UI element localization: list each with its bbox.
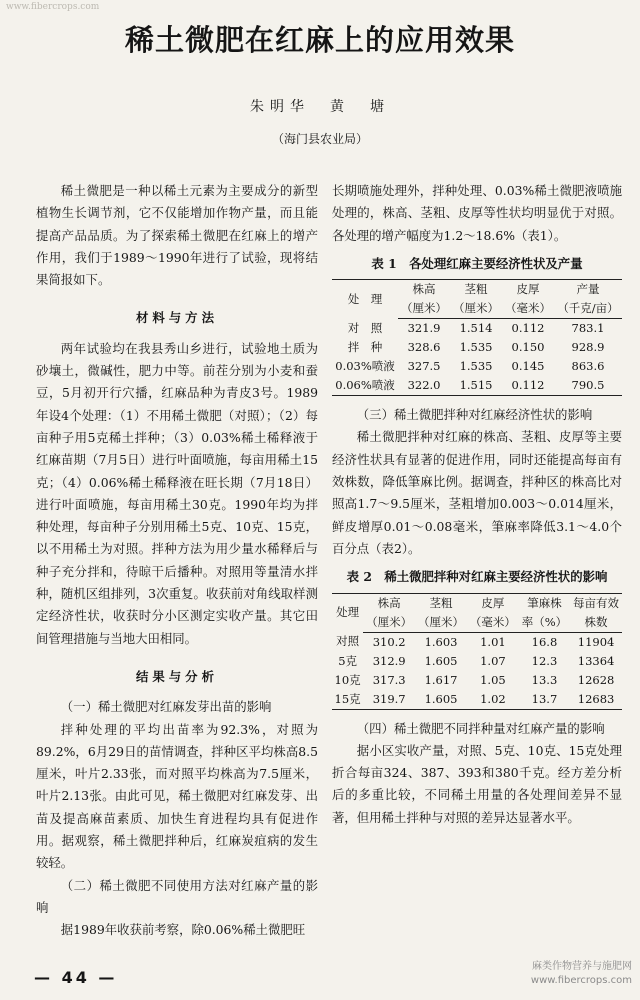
table-cell: 0.145 (511, 359, 545, 374)
article-authors: 朱明华 黄 塘 (250, 99, 390, 115)
subsection-1-text: 拌种处理的平均出苗率为92.3%，对照为89.2%，6月29日的苗情调查，拌种区平均株高8.5厘米，叶片2.33张，而对照平均株高为7.5厘米，叶片2.13张。由此可见，稀土微肥对红麻发芽、出苗及提高麻苗素质、加快生育进程均具有促进作用。据观察，稀土微肥拌种后，红麻炭疽病的发生较轻。 (36, 721, 318, 871)
table-2-header: 处理 (332, 593, 363, 632)
subsection-4-text: 据小区实收产量，对照、5克、10克、15克处理折合每亩324、387、393和380千克。经方差分析后的多重比较，不同稀土用量的各处理间差异不显著，但用稀土拌种与对照的差异达显著水平。 (332, 742, 622, 825)
table-row (332, 671, 622, 690)
table-row (332, 319, 622, 339)
table-cell: 拌 种 (347, 340, 383, 355)
results-heading: 结果与分析 (136, 668, 218, 684)
table-cell: 12.3 (531, 653, 558, 668)
subsection-3-text: 稀土微肥拌种对红麻的株高、茎粗、皮厚等主要经济性状具有显著的促进作用，同时还能提高每亩有效株数，降低筆麻比例。据调查，拌种区的株高比对照高1.7～9.5厘米，茎粗增加0.003～0.014厘米，鲜皮增厚0.01～0.08毫米，筆麻率降低3.1～4.0个百分点（表2）。 (332, 429, 622, 556)
subsection-2-heading: （二）稀土微肥不同使用方法对红麻产量的影响 (36, 877, 318, 915)
table-row (332, 690, 622, 710)
table-1-unit: （毫米） (502, 299, 554, 319)
table-cell: 12628 (577, 672, 615, 687)
table-2-unit: （厘米） (363, 613, 415, 633)
table-cell: 312.9 (372, 653, 406, 668)
table-2-header: 株高 (363, 593, 415, 613)
footer-watermark-line: www.fibercrops.com (530, 975, 632, 986)
table-1 (332, 279, 622, 396)
table-row (332, 338, 622, 357)
table-2-header: 筆麻株 (519, 593, 570, 613)
table-cell: 310.2 (372, 634, 406, 649)
table-cell: 11904 (577, 634, 615, 649)
table-cell: 13.7 (519, 690, 570, 710)
table-1-header: 产量 (554, 280, 622, 300)
table-cell: 328.6 (407, 340, 441, 355)
page-number: — 44 — (34, 968, 118, 987)
table-1-unit: （厘米） (398, 299, 450, 319)
subsection-1-heading: （一）稀土微肥对红麻发芽出苗的影响 (60, 699, 272, 715)
table-cell: 10克 (334, 672, 361, 687)
author-affiliation: （海门县农业局） (271, 132, 368, 146)
table-2-header: 每亩有效 (570, 593, 622, 613)
table-cell: 319.7 (363, 690, 415, 710)
table-cell: 1.515 (450, 376, 502, 396)
table-cell: 1.617 (424, 672, 458, 687)
table-cell: 1.603 (424, 634, 458, 649)
table-cell: 1.07 (480, 653, 506, 668)
table-cell: 12683 (570, 690, 622, 710)
table-2-unit: 株数 (570, 613, 622, 633)
table-2-caption: 表 2 稀土微肥拌种对红麻主要经济性状的影响 (346, 569, 608, 585)
table-cell: 783.1 (571, 321, 605, 336)
left-column (36, 180, 318, 942)
table-cell: 0.06%喷液 (332, 376, 398, 396)
methods-heading: 材料与方法 (136, 310, 218, 326)
table-2-unit: （毫米） (467, 613, 519, 633)
table-cell: 0.03%喷液 (335, 359, 395, 374)
table-cell: 16.8 (531, 634, 558, 649)
table-cell: 321.9 (407, 321, 441, 336)
table-cell: 317.3 (372, 672, 406, 687)
table-cell: 1.535 (459, 359, 493, 374)
table-cell: 1.05 (480, 672, 506, 687)
table-1-unit: （厘米） (450, 299, 502, 319)
table-1-header: 处 理 (332, 280, 398, 319)
table-cell: 对照 (336, 634, 360, 649)
table-cell: 928.9 (571, 340, 605, 355)
table-cell: 327.5 (407, 359, 441, 374)
table-cell: 863.6 (571, 359, 605, 374)
footer-watermark (531, 960, 632, 988)
table-cell: 0.150 (511, 340, 545, 355)
subsection-4-heading: （四）稀土微肥不同拌种量对红麻产量的影响 (356, 720, 605, 736)
table-cell: 5克 (338, 653, 358, 668)
methods-paragraph: 两年试验均在我县秀山乡进行，试验地土质为砂壤土，微碱性，肥力中等。前茬分别为小麦和蚕豆，5月初开行穴播，红麻品种为青皮3号。1989年设4个处理：（1）不用稀土微肥（对照）；（2）每亩种子用5克稀土拌种；（3）0.03%稀土稀释液于红麻苗期（7月5日）进行叶面喷施，每亩用稀土15克；（4）0.06%稀土稀释液在旺长期（7月18日）进行叶面喷施，每亩用稀土30克。1990年均为拌种处理，每亩种子分别用稀土5克、10克、15克，以不用稀土为对照。拌种方法为用少量水稀释后与种子充分拌和，待晾干后播种。对照用等量清水拌种，随机区组排列，3次重复。收获前对角线取样测定经济性状，收获时分小区测定实收产量。其它田间管理措施与当地大田相同。 (36, 340, 318, 646)
subsection-3-heading: （三）稀土微肥拌种对红麻经济性状的影响 (356, 407, 593, 423)
table-cell: 1.514 (459, 321, 493, 336)
table-1-header: 株高 (398, 280, 450, 300)
table-row (332, 357, 622, 376)
table-cell: 790.5 (554, 376, 622, 396)
table-2 (332, 593, 622, 710)
header-watermark: www.fibercrops.com (6, 2, 100, 12)
table-cell: 1.605 (424, 653, 458, 668)
table-cell: 对 照 (347, 320, 383, 335)
table-2-header: 皮厚 (467, 593, 519, 613)
table-1-caption: 表 1 各处理红麻主要经济性状及产量 (371, 255, 583, 271)
table-1-unit: （千克/亩） (554, 299, 622, 319)
table-cell: 13.3 (531, 672, 558, 687)
table-cell: 0.112 (511, 321, 545, 336)
table-row (332, 652, 622, 671)
subsection-2-text: 据1989年收获前考察，除0.06%稀土微肥旺 (60, 922, 306, 938)
table-2-header: 茎粗 (415, 593, 467, 613)
right-column (332, 180, 622, 829)
table-cell: 1.605 (415, 690, 467, 710)
article-title: 稀土微肥在红麻上的应用效果 (124, 23, 515, 57)
table-cell: 322.0 (398, 376, 450, 396)
table-cell: 1.535 (459, 340, 493, 355)
table-cell: 1.01 (480, 634, 506, 649)
table-2-unit: 率（%） (519, 613, 570, 633)
table-row (332, 632, 622, 652)
footer-watermark-line: 麻类作物营养与施肥网 (532, 961, 632, 972)
table-cell: 15克 (332, 690, 363, 710)
table-cell: 13364 (577, 653, 615, 668)
table-cell: 0.112 (502, 376, 554, 396)
table-1-header: 皮厚 (502, 280, 554, 300)
table-cell: 1.02 (467, 690, 519, 710)
table-row (332, 376, 622, 396)
table-1-header: 茎粗 (450, 280, 502, 300)
table-2-unit: （厘米） (415, 613, 467, 633)
intro-paragraph: 稀土微肥是一种以稀土元素为主要成分的新型植物生长调节剂，它不仅能增加作物产量，而且能提高产品品质。为了探索稀土微肥在红麻上的增产作用，我们于1989～1990年进行了试验，现将结果简报如下。 (36, 183, 318, 288)
continued-paragraph: 长期喷施处理外，拌种处理、0.03%稀土微肥液喷施处理的，株高、茎粗、皮厚等性状均明显优于对照。各处理的增产幅度为1.2～18.6%（表1）。 (332, 183, 622, 243)
